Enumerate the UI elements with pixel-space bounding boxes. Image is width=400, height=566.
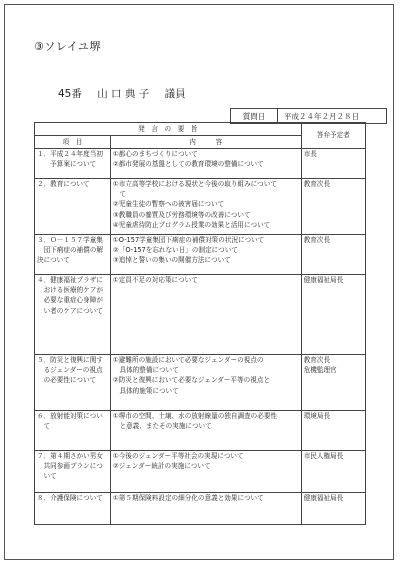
- row-item: ６．放射能対策につい て: [35, 411, 111, 451]
- row-responder: 市民人権局長: [301, 451, 365, 493]
- row-responder: 健康福祉局長: [301, 275, 365, 355]
- row-content: ①第５期保険料設定の細分化の意義と効果について: [110, 493, 301, 525]
- row-responder: 環境局長: [301, 411, 365, 451]
- row-content: ①O-157学童集団下痢症の補償対策の状況について ②「O-157を忘れない日」の制定について ③追悼と誓いの集いの開催方法について: [110, 235, 301, 275]
- row-responder: 教育次長: [301, 235, 365, 275]
- row-content: ①避難所の施設において必要なジェンダーの視点の 具体的整備について ②防災と復興において必要なジェンダー平等の視点と 具体的施策について: [110, 355, 301, 411]
- row-content: ①市立高等学校における現状と今後の取り組みについて て ②児童生徒の暫察への被害届について ③教職員の養質及び労務環境等の改善について ④児童虐待防止プログラム授業の効果と活用について: [110, 179, 301, 235]
- row-responder: 教育次長: [301, 179, 365, 235]
- table-row: [35, 149, 366, 179]
- header-row-1: [35, 123, 366, 136]
- row-responder: 市長: [301, 149, 365, 179]
- question-date-label: 質問日: [231, 109, 278, 123]
- row-item: １．平成２４年度当初 予算案について: [35, 149, 111, 179]
- row-responder: 健康福祉局長: [301, 493, 365, 525]
- question-date-value: 平成２４年２月２８日: [284, 111, 359, 121]
- row-content: ①定員不足の対応策について: [110, 275, 301, 355]
- member-suffix: 議員: [164, 88, 186, 100]
- question-table: [34, 122, 366, 525]
- row-content: ①都心のまちづくりについて ②都市発展の基盤としての教育環境の整備について: [110, 149, 301, 179]
- table-row: [35, 355, 366, 411]
- header-main: 発 言 の 要 旨: [35, 123, 302, 136]
- row-item: ４．健康福祉プラザに おける医療的ケアが 必要な重症心身障が い者のケアについて: [35, 275, 111, 355]
- row-item: ７．第４期さかい男女 共同参画プランにつ いて: [35, 451, 111, 493]
- table-row: [35, 451, 366, 493]
- member-line: [58, 86, 198, 101]
- table-row: [35, 235, 366, 275]
- row-item: ８．介護保険について: [35, 493, 111, 525]
- row-item: ２．教育について: [35, 179, 111, 235]
- row-content: ①堺市の空間、土壌、水の放射線量の独自調査の必要性 と意義、またその実施について: [110, 411, 301, 451]
- member-name: 山 口 典 子: [97, 88, 150, 100]
- row-content: ①今後のジェンダー平等社会の実現について ②ジェンダー統計の実施について: [110, 451, 301, 493]
- header-item: 項 目: [35, 136, 111, 149]
- table-row: [35, 493, 366, 525]
- header-answerer: 答弁予定者: [301, 123, 365, 149]
- member-number: 45番: [58, 88, 82, 100]
- header-content: 内 容: [110, 136, 301, 149]
- row-item: ５．防災と復興に関す るジェンダーの視点 の必要性について: [35, 355, 111, 411]
- table-row: [35, 179, 366, 235]
- table-row: [35, 411, 366, 451]
- row-responder: 教育次長 危機監理官: [301, 355, 365, 411]
- row-item: ３．Ｏ－１５７学童集 団下痢症の補償の解決について: [35, 235, 111, 275]
- table-row: [35, 275, 366, 355]
- section-title: ③ソレイユ堺: [34, 40, 101, 53]
